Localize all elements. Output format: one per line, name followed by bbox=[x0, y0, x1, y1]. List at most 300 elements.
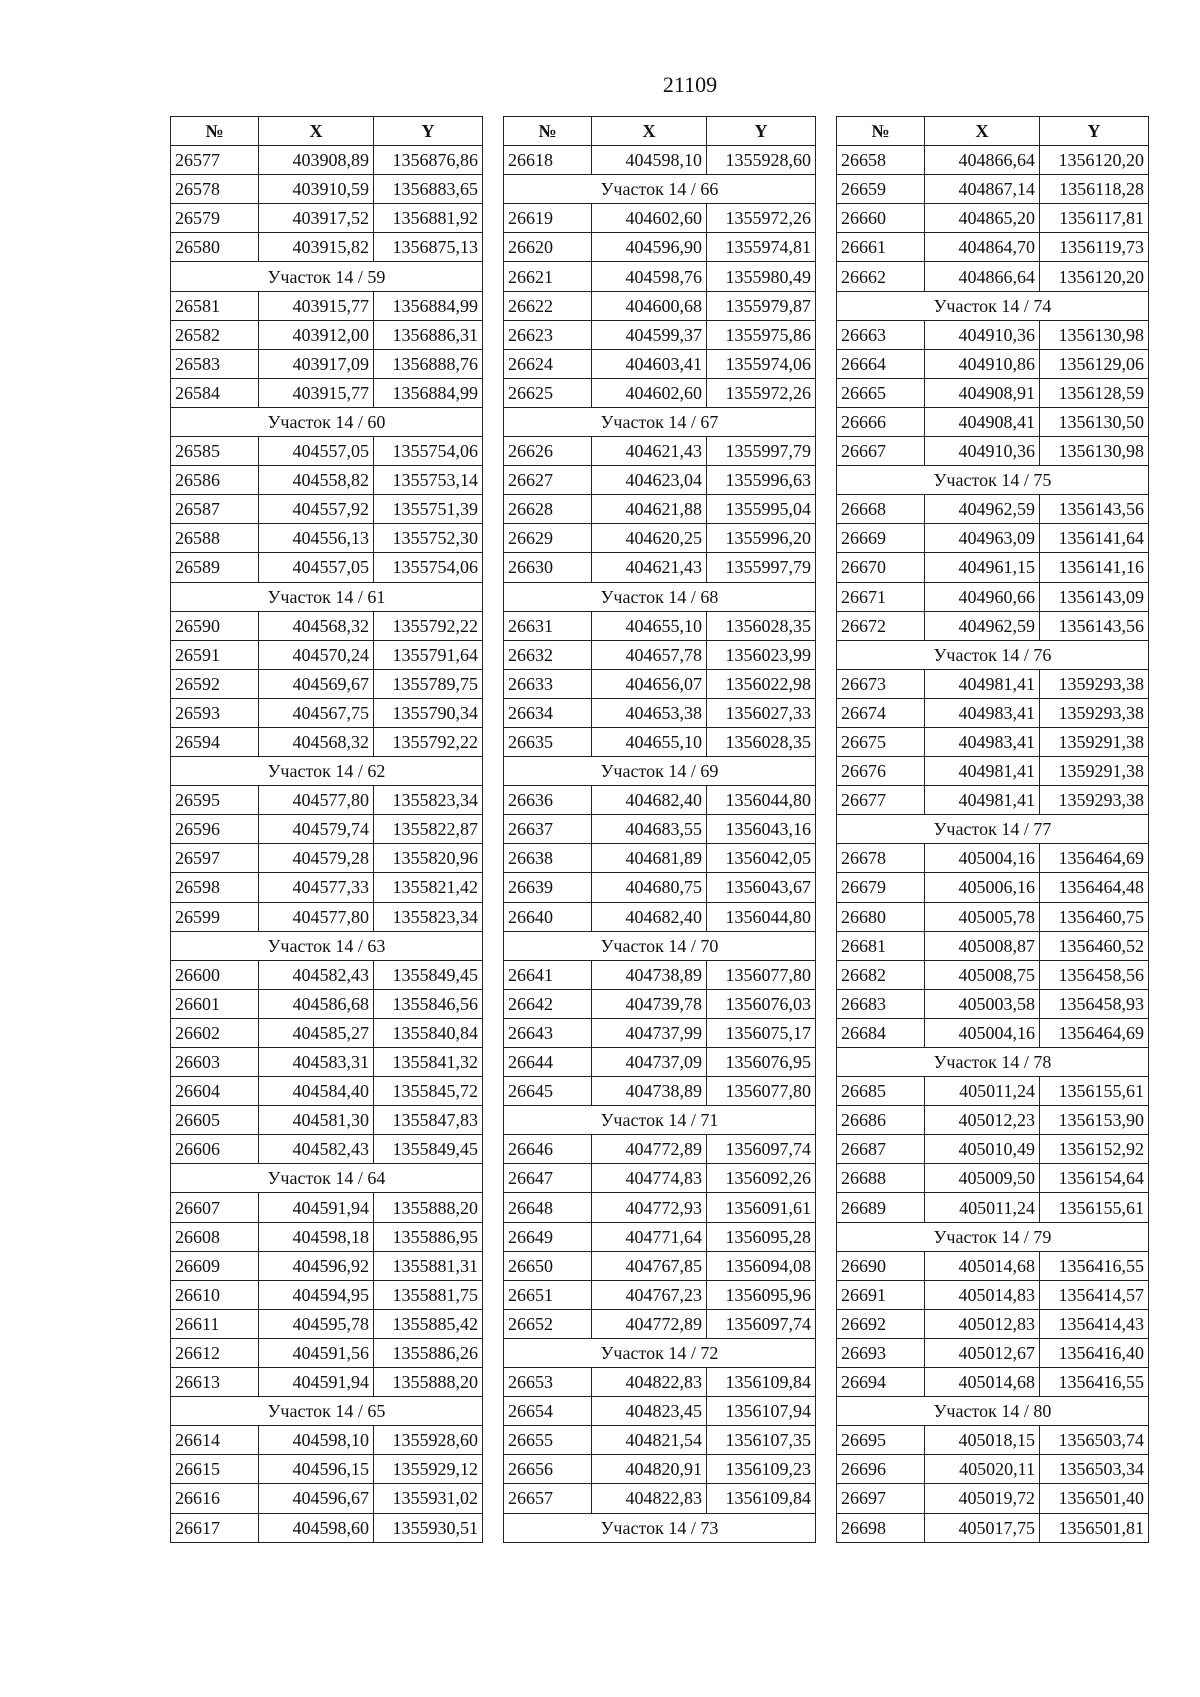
table-row bbox=[504, 669, 816, 698]
x-coordinate: 405008,87 bbox=[925, 931, 1040, 960]
table-row bbox=[837, 786, 1149, 815]
table-row bbox=[171, 1193, 483, 1222]
table-row bbox=[171, 146, 483, 175]
section-row bbox=[837, 640, 1149, 669]
header-x: X bbox=[925, 117, 1040, 146]
y-coordinate: 1355752,30 bbox=[374, 524, 483, 553]
point-number: 26642 bbox=[504, 989, 592, 1018]
table-row bbox=[171, 349, 483, 378]
point-number: 26640 bbox=[504, 902, 592, 931]
header-x: X bbox=[592, 117, 707, 146]
x-coordinate: 404591,94 bbox=[259, 1193, 374, 1222]
x-coordinate: 403910,59 bbox=[259, 175, 374, 204]
y-coordinate: 1356503,34 bbox=[1040, 1455, 1149, 1484]
point-number: 26678 bbox=[837, 844, 925, 873]
y-coordinate: 1355822,87 bbox=[374, 815, 483, 844]
section-row bbox=[504, 931, 816, 960]
y-coordinate: 1355997,79 bbox=[707, 437, 816, 466]
table-row bbox=[504, 233, 816, 262]
x-coordinate: 404595,78 bbox=[259, 1309, 374, 1338]
point-number: 26657 bbox=[504, 1484, 592, 1513]
table-row bbox=[171, 233, 483, 262]
x-coordinate: 404591,56 bbox=[259, 1338, 374, 1367]
point-number: 26613 bbox=[171, 1368, 259, 1397]
table-row bbox=[171, 378, 483, 407]
point-number: 26637 bbox=[504, 815, 592, 844]
x-coordinate: 404682,40 bbox=[592, 902, 707, 931]
x-coordinate: 404582,43 bbox=[259, 1135, 374, 1164]
section-row bbox=[837, 1222, 1149, 1251]
y-coordinate: 1355980,49 bbox=[707, 262, 816, 291]
point-number: 26661 bbox=[837, 233, 925, 262]
x-coordinate: 404910,36 bbox=[925, 437, 1040, 466]
header-number: № bbox=[504, 117, 592, 146]
x-coordinate: 404570,24 bbox=[259, 640, 374, 669]
y-coordinate: 1356097,74 bbox=[707, 1135, 816, 1164]
x-coordinate: 404908,91 bbox=[925, 378, 1040, 407]
section-row bbox=[504, 1106, 816, 1135]
x-coordinate: 404557,05 bbox=[259, 553, 374, 582]
table-row bbox=[504, 146, 816, 175]
table-row bbox=[504, 437, 816, 466]
header-y: Y bbox=[1040, 117, 1149, 146]
point-number: 26647 bbox=[504, 1164, 592, 1193]
y-coordinate: 1356501,40 bbox=[1040, 1484, 1149, 1513]
point-number: 26627 bbox=[504, 466, 592, 495]
table-row bbox=[171, 1426, 483, 1455]
point-number: 26635 bbox=[504, 727, 592, 756]
x-coordinate: 404598,60 bbox=[259, 1513, 374, 1542]
point-number: 26684 bbox=[837, 1018, 925, 1047]
table-row bbox=[837, 1018, 1149, 1047]
x-coordinate: 404655,10 bbox=[592, 727, 707, 756]
x-coordinate: 404585,27 bbox=[259, 1018, 374, 1047]
x-coordinate: 404586,68 bbox=[259, 989, 374, 1018]
section-label: Участок 14 / 77 bbox=[837, 815, 1149, 844]
y-coordinate: 1355751,39 bbox=[374, 495, 483, 524]
table-row bbox=[837, 1455, 1149, 1484]
x-coordinate: 404865,20 bbox=[925, 204, 1040, 233]
table-row bbox=[171, 1338, 483, 1367]
y-coordinate: 1359293,38 bbox=[1040, 786, 1149, 815]
x-coordinate: 404569,67 bbox=[259, 669, 374, 698]
table-header-row bbox=[837, 117, 1149, 146]
section-label: Участок 14 / 65 bbox=[171, 1397, 483, 1426]
x-coordinate: 405006,16 bbox=[925, 873, 1040, 902]
point-number: 26653 bbox=[504, 1368, 592, 1397]
table-row bbox=[504, 1222, 816, 1251]
coordinates-table-3 bbox=[836, 116, 1149, 1543]
x-coordinate: 404577,80 bbox=[259, 786, 374, 815]
table-row bbox=[504, 989, 816, 1018]
point-number: 26599 bbox=[171, 902, 259, 931]
section-label: Участок 14 / 79 bbox=[837, 1222, 1149, 1251]
y-coordinate: 1356416,40 bbox=[1040, 1338, 1149, 1367]
point-number: 26630 bbox=[504, 553, 592, 582]
y-coordinate: 1355979,87 bbox=[707, 291, 816, 320]
x-coordinate: 404656,07 bbox=[592, 669, 707, 698]
table-row bbox=[837, 349, 1149, 378]
point-number: 26586 bbox=[171, 466, 259, 495]
x-coordinate: 405004,16 bbox=[925, 1018, 1040, 1047]
x-coordinate: 404583,31 bbox=[259, 1048, 374, 1077]
point-number: 26606 bbox=[171, 1135, 259, 1164]
x-coordinate: 404910,86 bbox=[925, 349, 1040, 378]
table-row bbox=[837, 960, 1149, 989]
y-coordinate: 1356109,23 bbox=[707, 1455, 816, 1484]
y-coordinate: 1355791,64 bbox=[374, 640, 483, 669]
table-row bbox=[171, 1018, 483, 1047]
table-row bbox=[171, 611, 483, 640]
table-row bbox=[837, 611, 1149, 640]
y-coordinate: 1355849,45 bbox=[374, 960, 483, 989]
table-row bbox=[171, 437, 483, 466]
point-number: 26611 bbox=[171, 1309, 259, 1338]
section-row bbox=[837, 815, 1149, 844]
point-number: 26607 bbox=[171, 1193, 259, 1222]
point-number: 26670 bbox=[837, 553, 925, 582]
x-coordinate: 404579,28 bbox=[259, 844, 374, 873]
x-coordinate: 405020,11 bbox=[925, 1455, 1040, 1484]
x-coordinate: 404600,68 bbox=[592, 291, 707, 320]
point-number: 26643 bbox=[504, 1018, 592, 1047]
point-number: 26655 bbox=[504, 1426, 592, 1455]
table-row bbox=[504, 1368, 816, 1397]
table-row bbox=[837, 902, 1149, 931]
x-coordinate: 404981,41 bbox=[925, 757, 1040, 786]
coordinates-table-2 bbox=[503, 116, 816, 1543]
x-coordinate: 404680,75 bbox=[592, 873, 707, 902]
table-row bbox=[504, 1426, 816, 1455]
x-coordinate: 404981,41 bbox=[925, 786, 1040, 815]
x-coordinate: 404602,60 bbox=[592, 204, 707, 233]
section-label: Участок 14 / 75 bbox=[837, 466, 1149, 495]
point-number: 26632 bbox=[504, 640, 592, 669]
y-coordinate: 1355881,31 bbox=[374, 1251, 483, 1280]
table-row bbox=[171, 1368, 483, 1397]
table-row bbox=[837, 146, 1149, 175]
x-coordinate: 404596,15 bbox=[259, 1455, 374, 1484]
point-number: 26679 bbox=[837, 873, 925, 902]
x-coordinate: 404981,41 bbox=[925, 669, 1040, 698]
table-row bbox=[837, 407, 1149, 436]
point-number: 26626 bbox=[504, 437, 592, 466]
y-coordinate: 1356881,92 bbox=[374, 204, 483, 233]
x-coordinate: 403915,77 bbox=[259, 378, 374, 407]
point-number: 26689 bbox=[837, 1193, 925, 1222]
point-number: 26691 bbox=[837, 1280, 925, 1309]
point-number: 26677 bbox=[837, 786, 925, 815]
x-coordinate: 405011,24 bbox=[925, 1193, 1040, 1222]
table-row bbox=[504, 902, 816, 931]
table-row bbox=[171, 1513, 483, 1542]
section-row bbox=[837, 1397, 1149, 1426]
section-label: Участок 14 / 66 bbox=[504, 175, 816, 204]
section-row bbox=[837, 466, 1149, 495]
point-number: 26588 bbox=[171, 524, 259, 553]
point-number: 26634 bbox=[504, 698, 592, 727]
point-number: 26695 bbox=[837, 1426, 925, 1455]
section-label: Участок 14 / 60 bbox=[171, 407, 483, 436]
point-number: 26580 bbox=[171, 233, 259, 262]
table-row bbox=[504, 640, 816, 669]
point-number: 26676 bbox=[837, 757, 925, 786]
table-row bbox=[837, 1106, 1149, 1135]
y-coordinate: 1356503,74 bbox=[1040, 1426, 1149, 1455]
table-row bbox=[837, 495, 1149, 524]
x-coordinate: 404772,89 bbox=[592, 1135, 707, 1164]
table-row bbox=[171, 1484, 483, 1513]
point-number: 26633 bbox=[504, 669, 592, 698]
table-row bbox=[171, 1077, 483, 1106]
table-row bbox=[171, 1106, 483, 1135]
y-coordinate: 1355974,81 bbox=[707, 233, 816, 262]
point-number: 26589 bbox=[171, 553, 259, 582]
table-row bbox=[504, 1397, 816, 1426]
point-number: 26624 bbox=[504, 349, 592, 378]
table-row bbox=[837, 437, 1149, 466]
x-coordinate: 404653,38 bbox=[592, 698, 707, 727]
y-coordinate: 1355931,02 bbox=[374, 1484, 483, 1513]
point-number: 26593 bbox=[171, 698, 259, 727]
x-coordinate: 404558,82 bbox=[259, 466, 374, 495]
point-number: 26650 bbox=[504, 1251, 592, 1280]
point-number: 26619 bbox=[504, 204, 592, 233]
table-row bbox=[504, 844, 816, 873]
y-coordinate: 1356077,80 bbox=[707, 1077, 816, 1106]
y-coordinate: 1355886,26 bbox=[374, 1338, 483, 1367]
y-coordinate: 1356076,03 bbox=[707, 989, 816, 1018]
point-number: 26629 bbox=[504, 524, 592, 553]
y-coordinate: 1355930,51 bbox=[374, 1513, 483, 1542]
table-row bbox=[837, 1251, 1149, 1280]
table-row bbox=[837, 582, 1149, 611]
table-row bbox=[171, 320, 483, 349]
point-number: 26646 bbox=[504, 1135, 592, 1164]
x-coordinate: 403917,52 bbox=[259, 204, 374, 233]
y-coordinate: 1356876,86 bbox=[374, 146, 483, 175]
section-row bbox=[504, 757, 816, 786]
table-row bbox=[171, 1135, 483, 1164]
section-label: Участок 14 / 61 bbox=[171, 582, 483, 611]
point-number: 26579 bbox=[171, 204, 259, 233]
x-coordinate: 405017,75 bbox=[925, 1513, 1040, 1542]
point-number: 26587 bbox=[171, 495, 259, 524]
header-number: № bbox=[171, 117, 259, 146]
y-coordinate: 1356120,20 bbox=[1040, 146, 1149, 175]
y-coordinate: 1359293,38 bbox=[1040, 698, 1149, 727]
y-coordinate: 1356884,99 bbox=[374, 378, 483, 407]
y-coordinate: 1356141,64 bbox=[1040, 524, 1149, 553]
y-coordinate: 1356153,90 bbox=[1040, 1106, 1149, 1135]
x-coordinate: 404602,60 bbox=[592, 378, 707, 407]
point-number: 26584 bbox=[171, 378, 259, 407]
x-coordinate: 404596,67 bbox=[259, 1484, 374, 1513]
point-number: 26601 bbox=[171, 989, 259, 1018]
table-row bbox=[837, 233, 1149, 262]
y-coordinate: 1356043,16 bbox=[707, 815, 816, 844]
point-number: 26604 bbox=[171, 1077, 259, 1106]
table-row bbox=[504, 378, 816, 407]
point-number: 26608 bbox=[171, 1222, 259, 1251]
y-coordinate: 1356143,56 bbox=[1040, 611, 1149, 640]
y-coordinate: 1355996,20 bbox=[707, 524, 816, 553]
x-coordinate: 404596,90 bbox=[592, 233, 707, 262]
point-number: 26628 bbox=[504, 495, 592, 524]
table-row bbox=[171, 669, 483, 698]
y-coordinate: 1356141,16 bbox=[1040, 553, 1149, 582]
table-row bbox=[504, 466, 816, 495]
table-row bbox=[837, 1513, 1149, 1542]
table-row bbox=[504, 291, 816, 320]
y-coordinate: 1356460,75 bbox=[1040, 902, 1149, 931]
section-row bbox=[504, 1338, 816, 1367]
section-row bbox=[171, 582, 483, 611]
y-coordinate: 1356027,33 bbox=[707, 698, 816, 727]
section-label: Участок 14 / 74 bbox=[837, 291, 1149, 320]
y-coordinate: 1356092,26 bbox=[707, 1164, 816, 1193]
point-number: 26652 bbox=[504, 1309, 592, 1338]
x-coordinate: 404962,59 bbox=[925, 495, 1040, 524]
table-row bbox=[504, 1164, 816, 1193]
table-row bbox=[171, 844, 483, 873]
table-row bbox=[504, 1251, 816, 1280]
table-row bbox=[171, 524, 483, 553]
table-row bbox=[837, 378, 1149, 407]
y-coordinate: 1355821,42 bbox=[374, 873, 483, 902]
x-coordinate: 404820,91 bbox=[592, 1455, 707, 1484]
point-number: 26690 bbox=[837, 1251, 925, 1280]
y-coordinate: 1359291,38 bbox=[1040, 757, 1149, 786]
coordinates-table-1 bbox=[170, 116, 483, 1543]
y-coordinate: 1355753,14 bbox=[374, 466, 483, 495]
point-number: 26665 bbox=[837, 378, 925, 407]
table-row bbox=[504, 1455, 816, 1484]
page-number: 21109 bbox=[662, 72, 718, 97]
x-coordinate: 404738,89 bbox=[592, 960, 707, 989]
x-coordinate: 405009,50 bbox=[925, 1164, 1040, 1193]
x-coordinate: 404908,41 bbox=[925, 407, 1040, 436]
point-number: 26674 bbox=[837, 698, 925, 727]
y-coordinate: 1356075,17 bbox=[707, 1018, 816, 1047]
x-coordinate: 405008,75 bbox=[925, 960, 1040, 989]
x-coordinate: 405011,24 bbox=[925, 1077, 1040, 1106]
section-label: Участок 14 / 78 bbox=[837, 1048, 1149, 1077]
x-coordinate: 404963,09 bbox=[925, 524, 1040, 553]
x-coordinate: 404621,43 bbox=[592, 437, 707, 466]
point-number: 26644 bbox=[504, 1048, 592, 1077]
point-number: 26631 bbox=[504, 611, 592, 640]
x-coordinate: 405004,16 bbox=[925, 844, 1040, 873]
y-coordinate: 1356886,31 bbox=[374, 320, 483, 349]
x-coordinate: 404960,66 bbox=[925, 582, 1040, 611]
table-row bbox=[837, 524, 1149, 553]
x-coordinate: 404821,54 bbox=[592, 1426, 707, 1455]
section-row bbox=[171, 757, 483, 786]
y-coordinate: 1356076,95 bbox=[707, 1048, 816, 1077]
y-coordinate: 1355790,34 bbox=[374, 698, 483, 727]
y-coordinate: 1356501,81 bbox=[1040, 1513, 1149, 1542]
point-number: 26600 bbox=[171, 960, 259, 989]
point-number: 26598 bbox=[171, 873, 259, 902]
x-coordinate: 404767,23 bbox=[592, 1280, 707, 1309]
table-row bbox=[504, 611, 816, 640]
point-number: 26577 bbox=[171, 146, 259, 175]
table-row bbox=[837, 1309, 1149, 1338]
x-coordinate: 404823,45 bbox=[592, 1397, 707, 1426]
point-number: 26658 bbox=[837, 146, 925, 175]
table-row bbox=[837, 873, 1149, 902]
x-coordinate: 404961,15 bbox=[925, 553, 1040, 582]
table-row bbox=[504, 786, 816, 815]
x-coordinate: 405012,83 bbox=[925, 1309, 1040, 1338]
y-coordinate: 1356097,74 bbox=[707, 1309, 816, 1338]
y-coordinate: 1356416,55 bbox=[1040, 1251, 1149, 1280]
y-coordinate: 1355929,12 bbox=[374, 1455, 483, 1484]
x-coordinate: 404822,83 bbox=[592, 1368, 707, 1397]
x-coordinate: 404737,99 bbox=[592, 1018, 707, 1047]
point-number: 26668 bbox=[837, 495, 925, 524]
y-coordinate: 1356128,59 bbox=[1040, 378, 1149, 407]
x-coordinate: 404867,14 bbox=[925, 175, 1040, 204]
table-row bbox=[837, 1164, 1149, 1193]
table-row bbox=[171, 815, 483, 844]
point-number: 26620 bbox=[504, 233, 592, 262]
section-label: Участок 14 / 71 bbox=[504, 1106, 816, 1135]
y-coordinate: 1356095,28 bbox=[707, 1222, 816, 1251]
x-coordinate: 404582,43 bbox=[259, 960, 374, 989]
x-coordinate: 404603,41 bbox=[592, 349, 707, 378]
y-coordinate: 1355840,84 bbox=[374, 1018, 483, 1047]
table-row bbox=[837, 727, 1149, 756]
section-row bbox=[171, 1164, 483, 1193]
x-coordinate: 404598,10 bbox=[592, 146, 707, 175]
point-number: 26592 bbox=[171, 669, 259, 698]
y-coordinate: 1356464,48 bbox=[1040, 873, 1149, 902]
point-number: 26680 bbox=[837, 902, 925, 931]
table-row bbox=[837, 931, 1149, 960]
y-coordinate: 1355995,04 bbox=[707, 495, 816, 524]
table-row bbox=[837, 553, 1149, 582]
table-row bbox=[504, 553, 816, 582]
point-number: 26621 bbox=[504, 262, 592, 291]
point-number: 26687 bbox=[837, 1135, 925, 1164]
y-coordinate: 1356154,64 bbox=[1040, 1164, 1149, 1193]
y-coordinate: 1356460,52 bbox=[1040, 931, 1149, 960]
header-y: Y bbox=[707, 117, 816, 146]
point-number: 26673 bbox=[837, 669, 925, 698]
point-number: 26694 bbox=[837, 1368, 925, 1397]
point-number: 26605 bbox=[171, 1106, 259, 1135]
section-label: Участок 14 / 68 bbox=[504, 582, 816, 611]
y-coordinate: 1355754,06 bbox=[374, 553, 483, 582]
table-row bbox=[504, 1280, 816, 1309]
point-number: 26654 bbox=[504, 1397, 592, 1426]
table-row bbox=[837, 320, 1149, 349]
point-number: 26681 bbox=[837, 931, 925, 960]
y-coordinate: 1356042,05 bbox=[707, 844, 816, 873]
y-coordinate: 1356155,61 bbox=[1040, 1077, 1149, 1106]
x-coordinate: 404822,83 bbox=[592, 1484, 707, 1513]
point-number: 26609 bbox=[171, 1251, 259, 1280]
x-coordinate: 404568,32 bbox=[259, 727, 374, 756]
x-coordinate: 404591,94 bbox=[259, 1368, 374, 1397]
y-coordinate: 1355792,22 bbox=[374, 727, 483, 756]
point-number: 26641 bbox=[504, 960, 592, 989]
x-coordinate: 404737,09 bbox=[592, 1048, 707, 1077]
x-coordinate: 404682,40 bbox=[592, 786, 707, 815]
section-row bbox=[837, 291, 1149, 320]
